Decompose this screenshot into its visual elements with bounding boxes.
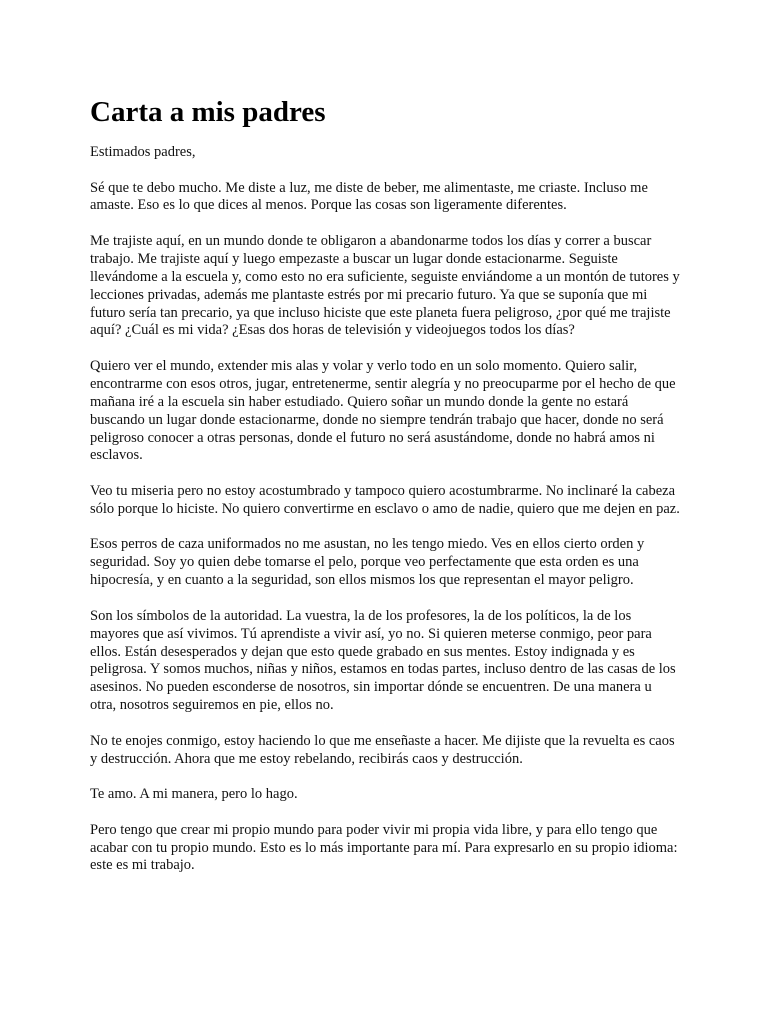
document-body bbox=[90, 92, 680, 893]
paragraph-2: Me trajiste aquí, en un mundo donde te obligaron a abandonarme todos los días y correr a buscar trabajo. Me trajiste aquí y luego empezaste a buscar un lugar donde estacionarme. Seguiste llevándome a la escuela y, como esto no era suficiente, seguiste enviándome a un montón de tutores y lecciones privadas, además me plantaste estrés por mi precario futuro. Ya que se suponía que mi futuro sería tan precario, ya que incluso hiciste que este planeta fuera peligroso, ¿por qué me trajiste aquí? ¿Cuál es mi vida? ¿Esas dos horas de televisión y videojuegos todos los días? bbox=[90, 232, 680, 339]
paragraph-9: Pero tengo que crear mi propio mundo para poder vivir mi propia vida libre, y para ello tengo que acabar con tu propio mundo. Esto es lo más importante para mí. Para expresarlo en su propio idioma: este es mi trabajo. bbox=[90, 821, 678, 874]
paragraph-1: Sé que te debo mucho. Me diste a luz, me diste de beber, me alimentaste, me criaste. Incluso me amaste. Eso es lo que dices al menos. Porque las cosas son ligeramente diferentes. bbox=[90, 179, 648, 214]
paragraph-3: Quiero ver el mundo, extender mis alas y volar y verlo todo en un solo momento. Quiero salir, encontrarme con esos otros, jugar, entretenerme, sentir alegría y no preocuparme por el hecho de que mañana iré a la escuela sin haber estudiado. Quiero soñar un mundo donde la gente no estará buscando un lugar donde estacionarme, donde no siempre tendrán trabajo que hacer, donde no será peligroso conocer a otras personas, donde el futuro no será asustándome, donde no habrá amos ni esclavos. bbox=[90, 357, 676, 464]
salutation: Estimados padres, bbox=[90, 144, 196, 160]
paragraph-8: Te amo. A mi manera, pero lo hago. bbox=[90, 786, 298, 803]
paragraph-5: Esos perros de caza uniformados no me asustan, no les tengo miedo. Ves en ellos cierto orden y seguridad. Soy yo quien debe tomarse el pelo, porque veo perfectamente que esta orden es una hipocresía, y en cuanto a la seguridad, son ellos mismos los que representan el mayor peligro. bbox=[90, 536, 645, 589]
page-title: Carta a mis padres bbox=[90, 96, 326, 128]
paragraph-7: No te enojes conmigo, estoy haciendo lo que me enseñaste a hacer. Me dijiste que la revuelta es caos y destrucción. Ahora que me estoy rebelando, recibirás caos y destrucción. bbox=[90, 732, 675, 767]
paragraph-6: Son los símbolos de la autoridad. La vuestra, la de los profesores, la de los políticos, la de los mayores que así vivimos. Tú aprendiste a vivir así, yo no. Si quieren meterse conmigo, peor para ellos. Están desesperados y dejan que esto quede grabado en sus mentes. Estoy indignada y es peligrosa. Y somos muchos, niñas y niños, estamos en todas partes, incluso dentro de las casas de los asesinos. No pueden esconderse de nosotros, sin importar dónde se encuentren. De una manera u otra, nosotros seguiremos en pie, ellos no. bbox=[90, 607, 676, 714]
paragraph-4: Veo tu miseria pero no estoy acostumbrado y tampoco quiero acostumbrarme. No inclinaré la cabeza sólo porque lo hiciste. No quiero convertirme en esclavo o amo de nadie, quiero que me dejen en paz. bbox=[90, 482, 680, 517]
